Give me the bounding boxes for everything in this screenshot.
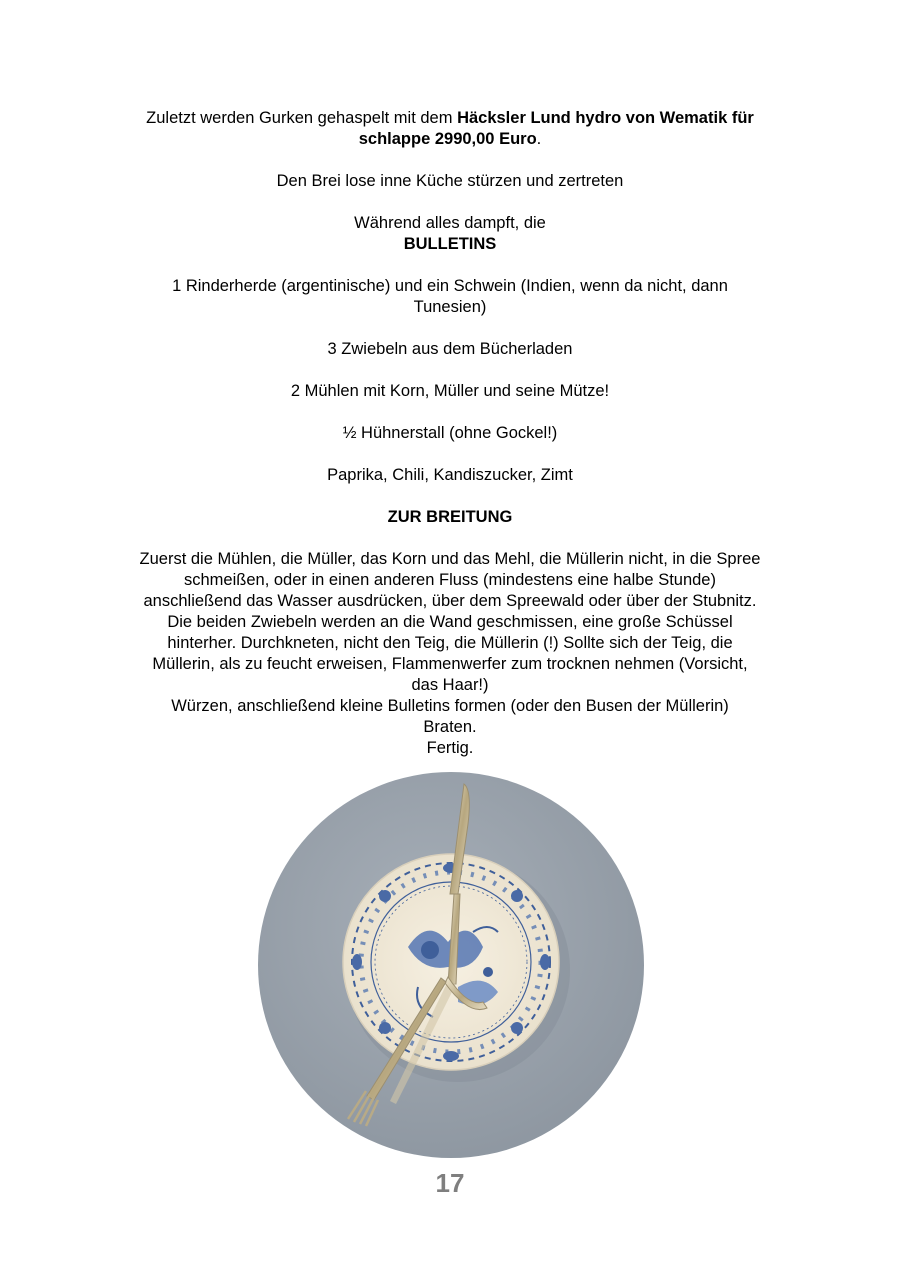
recipe-text	[100, 108, 800, 759]
ingredient-5: Paprika, Chili, Kandiszucker, Zimt	[327, 466, 573, 484]
preparation-line: das Haar!)	[411, 676, 489, 694]
plate-photo	[258, 772, 644, 1158]
title-bulletins: BULLETINS	[403, 235, 497, 253]
intro-line-1	[100, 108, 800, 129]
intro-line-2	[100, 129, 800, 150]
intro-period: .	[536, 130, 542, 148]
ingredient-1-line-1: 1 Rinderherde (argentinische) und ein Schwein (Indien, wenn da nicht, dann	[172, 277, 728, 295]
title-zubereitung: ZUR BREITUNG	[387, 508, 513, 526]
ingredient-2: 3 Zwiebeln aus dem Bücherladen	[327, 340, 573, 358]
ingredient-1-line-2: Tunesien)	[413, 298, 487, 316]
preparation-line: Die beiden Zwiebeln werden an die Wand geschmissen, eine große Schüssel	[167, 613, 733, 631]
preparation-line: Würzen, anschließend kleine Bulletins formen (oder den Busen der Müllerin)	[171, 697, 729, 715]
preparation-line: schmeißen, oder in einen anderen Fluss (mindestens eine halbe Stunde)	[184, 571, 716, 589]
preparation-line: anschließend das Wasser ausdrücken, über dem Spreewald oder über der Stubnitz.	[143, 592, 757, 610]
preparation-line: Braten.	[423, 718, 477, 736]
preparation-line: hinterher. Durchkneten, nicht den Teig, die Müllerin (!) Sollte sich der Teig, die	[167, 634, 733, 652]
preparation-line: Müllerin, als zu feucht erweisen, Flammenwerfer zum trocknen nehmen (Vorsicht,	[152, 655, 748, 673]
preparation-line: Fertig.	[426, 739, 474, 757]
preparation-line: Zuerst die Mühlen, die Müller, das Korn und das Mehl, die Müllerin nicht, in die Spree	[139, 550, 761, 568]
step-brei: Den Brei lose inne Küche stürzen und zertreten	[276, 172, 624, 190]
intro-bold-product: Häcksler Lund hydro von Wematik für	[457, 109, 754, 127]
intro-bold-price: schlappe 2990,00 Euro	[358, 130, 537, 148]
ingredient-4: ½ Hühnerstall (ohne Gockel!)	[342, 424, 558, 442]
dampft-line: Während alles dampft, die	[354, 214, 546, 232]
ingredient-3: 2 Mühlen mit Korn, Müller und seine Mütze!	[290, 382, 610, 400]
page-number: 17	[435, 1168, 465, 1198]
intro-text: Zuletzt werden Gurken gehaspelt mit dem	[146, 109, 458, 127]
